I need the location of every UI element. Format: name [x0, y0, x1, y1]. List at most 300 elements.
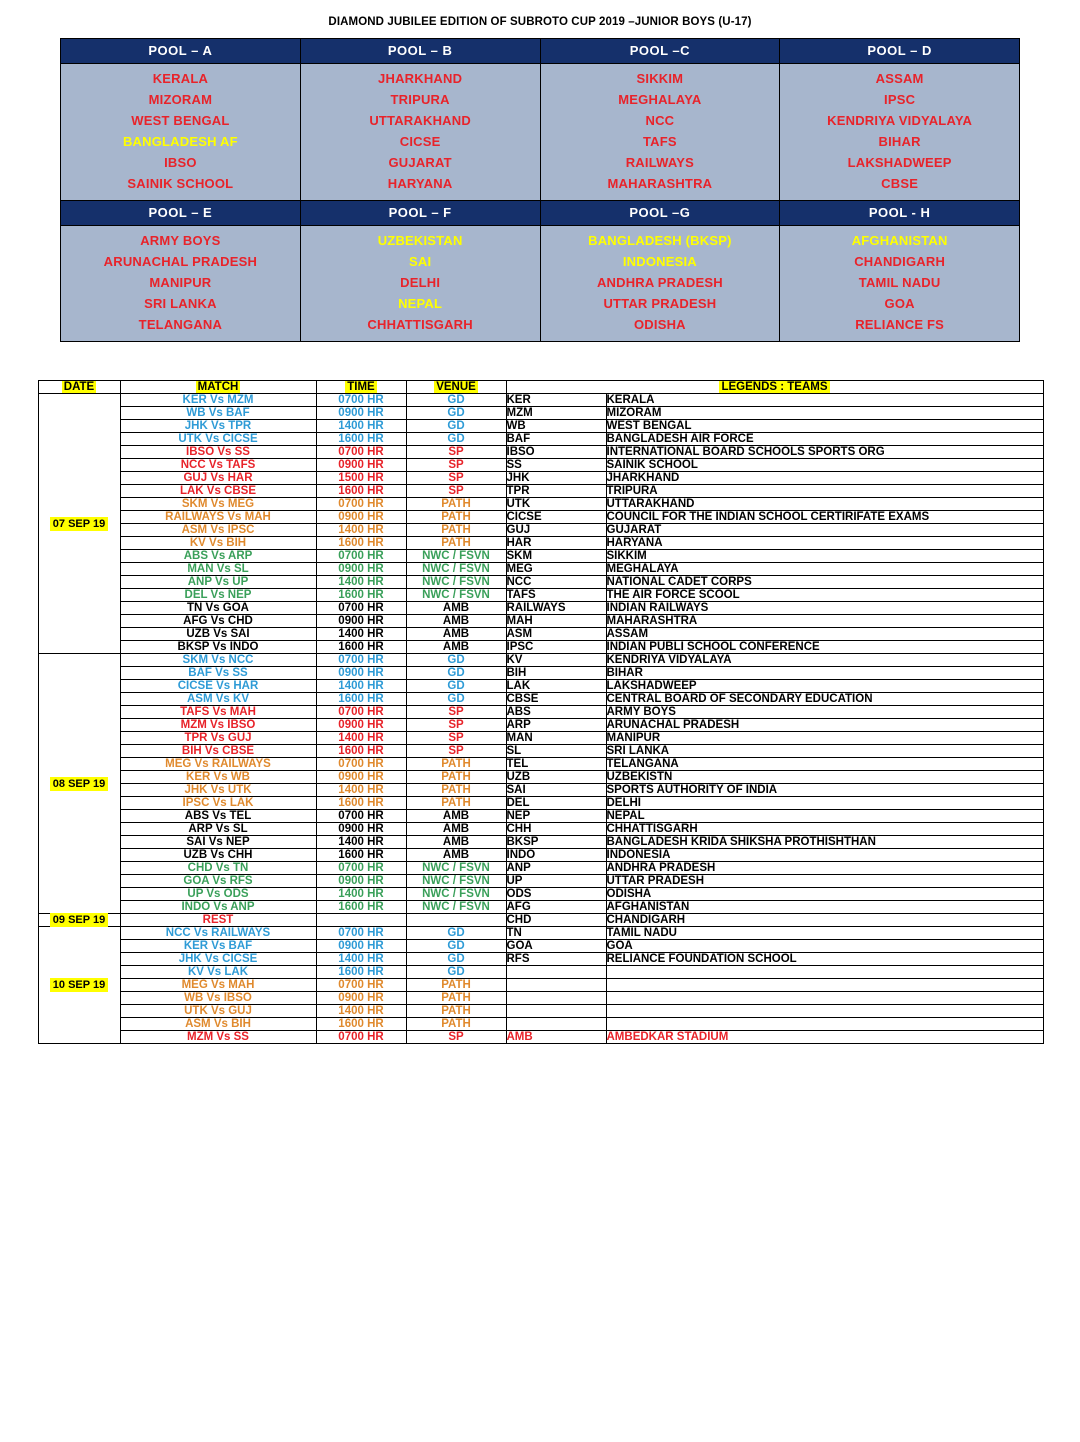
- venue-cell: NWC / FSVN: [406, 550, 506, 563]
- legend-name-cell: INDONESIA: [606, 849, 1043, 862]
- match-cell: SKM Vs MEG: [120, 498, 316, 511]
- legend-abbr-cell: [506, 1005, 606, 1018]
- legend-abbr-cell: SS: [506, 459, 606, 472]
- legend-abbr-cell: KER: [506, 394, 606, 407]
- table-row: [38, 667, 1043, 680]
- venue-cell: NWC / FSVN: [406, 875, 506, 888]
- table-row: [38, 602, 1043, 615]
- venue-cell: PATH: [406, 784, 506, 797]
- pool-header-cell: [300, 39, 540, 64]
- match-cell: MZM Vs IBSO: [120, 719, 316, 732]
- table-row: [38, 407, 1043, 420]
- date-cell: [38, 394, 120, 654]
- legend-name-cell: [606, 979, 1043, 992]
- legend-name-cell: CHHATTISGARH: [606, 823, 1043, 836]
- time-cell: 0700 HR: [316, 498, 406, 511]
- match-cell: RAILWAYS Vs MAH: [120, 511, 316, 524]
- legend-name-cell: BANGLADESH AIR FORCE: [606, 433, 1043, 446]
- legend-name-cell: AFGHANISTAN: [606, 901, 1043, 914]
- pool-title: POOL –G: [541, 201, 780, 225]
- venue-cell: AMB: [406, 602, 506, 615]
- legend-abbr-cell: UP: [506, 875, 606, 888]
- table-row: [38, 862, 1043, 875]
- time-cell: 1600 HR: [316, 589, 406, 602]
- time-cell: 1400 HR: [316, 888, 406, 901]
- table-row: [38, 420, 1043, 433]
- time-cell: 0700 HR: [316, 550, 406, 563]
- match-cell: MEG Vs MAH: [120, 979, 316, 992]
- time-cell: 0900 HR: [316, 719, 406, 732]
- table-row: [38, 914, 1043, 927]
- legend-abbr-cell: TAFS: [506, 589, 606, 602]
- match-cell: SKM Vs NCC: [120, 654, 316, 667]
- venue-cell: GD: [406, 966, 506, 979]
- legend-abbr-cell: CBSE: [506, 693, 606, 706]
- legend-abbr-cell: JHK: [506, 472, 606, 485]
- legend-abbr-cell: DEL: [506, 797, 606, 810]
- table-row: [38, 511, 1043, 524]
- pool-team: RAILWAYS: [625, 155, 695, 170]
- pool-header-cell: [61, 201, 301, 226]
- date-label: 07 SEP 19: [50, 517, 108, 531]
- table-row: [38, 446, 1043, 459]
- legend-abbr-cell: NCC: [506, 576, 606, 589]
- pool-team: IBSO: [164, 155, 197, 170]
- match-cell: WB Vs IBSO: [120, 992, 316, 1005]
- table-row: [38, 966, 1043, 979]
- legend-abbr-cell: [506, 1018, 606, 1031]
- venue-cell: SP: [406, 719, 506, 732]
- match-cell: TAFS Vs MAH: [120, 706, 316, 719]
- legend-name-cell: GOA: [606, 940, 1043, 953]
- header-venue: VENUE: [406, 381, 506, 394]
- venue-cell: PATH: [406, 537, 506, 550]
- date-label: 10 SEP 19: [50, 978, 108, 992]
- match-cell: ASM Vs IPSC: [120, 524, 316, 537]
- time-cell: 1400 HR: [316, 524, 406, 537]
- venue-cell: AMB: [406, 836, 506, 849]
- date-cell: [38, 914, 120, 927]
- pool-title: POOL – E: [61, 201, 300, 225]
- legend-abbr-cell: SKM: [506, 550, 606, 563]
- pool-team: AFGHANISTAN: [851, 233, 948, 248]
- legend-name-cell: RELIANCE FOUNDATION SCHOOL: [606, 953, 1043, 966]
- legend-abbr-cell: LAK: [506, 680, 606, 693]
- match-cell: LAK Vs CBSE: [120, 485, 316, 498]
- legend-name-cell: GUJARAT: [606, 524, 1043, 537]
- pool-team: IPSC: [884, 92, 916, 107]
- schedule-table: [38, 380, 1044, 1044]
- legend-abbr-cell: [506, 992, 606, 1005]
- pool-team: UZBEKISTAN: [377, 233, 463, 248]
- time-cell: 0700 HR: [316, 810, 406, 823]
- table-row: [38, 940, 1043, 953]
- time-cell: 1600 HR: [316, 1018, 406, 1031]
- table-row: [38, 758, 1043, 771]
- venue-cell: GD: [406, 953, 506, 966]
- table-row: [38, 485, 1043, 498]
- match-cell: IBSO Vs SS: [120, 446, 316, 459]
- legend-name-cell: SIKKIM: [606, 550, 1043, 563]
- pool-teams-cell: [540, 64, 780, 201]
- legend-abbr-cell: ANP: [506, 862, 606, 875]
- legend-name-cell: MEGHALAYA: [606, 563, 1043, 576]
- venue-cell: GD: [406, 927, 506, 940]
- table-row: [38, 641, 1043, 654]
- venue-cell: NWC / FSVN: [406, 862, 506, 875]
- table-row: [38, 784, 1043, 797]
- time-cell: 0700 HR: [316, 446, 406, 459]
- pool-teams-row: [61, 64, 1020, 201]
- venue-cell: NWC / FSVN: [406, 589, 506, 602]
- legend-abbr-cell: SL: [506, 745, 606, 758]
- venue-cell: PATH: [406, 511, 506, 524]
- venue-cell: PATH: [406, 797, 506, 810]
- venue-cell: PATH: [406, 771, 506, 784]
- time-cell: 0700 HR: [316, 654, 406, 667]
- match-cell: KER Vs BAF: [120, 940, 316, 953]
- legend-abbr-cell: GUJ: [506, 524, 606, 537]
- pool-team: LAKSHADWEEP: [847, 155, 952, 170]
- pool-teams-cell: [300, 226, 540, 342]
- legend-abbr-cell: TEL: [506, 758, 606, 771]
- legend-name-cell: CHANDIGARH: [606, 914, 1043, 927]
- table-row: [38, 953, 1043, 966]
- header-time: TIME: [316, 381, 406, 394]
- legend-abbr-cell: BKSP: [506, 836, 606, 849]
- legend-name-cell: TRIPURA: [606, 485, 1043, 498]
- legend-name-cell: THE AIR FORCE SCOOL: [606, 589, 1043, 602]
- match-cell: GUJ Vs HAR: [120, 472, 316, 485]
- legend-abbr-cell: [506, 966, 606, 979]
- match-cell: MAN Vs SL: [120, 563, 316, 576]
- match-cell: INDO Vs ANP: [120, 901, 316, 914]
- legend-name-cell: NATIONAL CADET CORPS: [606, 576, 1043, 589]
- table-row: [38, 823, 1043, 836]
- pool-header-cell: [780, 39, 1020, 64]
- pool-team: KENDRIYA VIDYALAYA: [827, 113, 973, 128]
- venue-cell: PATH: [406, 979, 506, 992]
- time-cell: 0900 HR: [316, 563, 406, 576]
- time-cell: 1400 HR: [316, 836, 406, 849]
- time-cell: [316, 914, 406, 927]
- venue-cell: GD: [406, 693, 506, 706]
- venue-cell: SP: [406, 732, 506, 745]
- pool-header-cell: [61, 39, 301, 64]
- legend-abbr-cell: HAR: [506, 537, 606, 550]
- time-cell: 0700 HR: [316, 758, 406, 771]
- table-row: [38, 1018, 1043, 1031]
- legend-abbr-cell: KV: [506, 654, 606, 667]
- match-cell: UP Vs ODS: [120, 888, 316, 901]
- legend-name-cell: MAHARASHTRA: [606, 615, 1043, 628]
- venue-cell: AMB: [406, 615, 506, 628]
- time-cell: 0700 HR: [316, 979, 406, 992]
- pool-team: BANGLADESH (BKSP): [588, 233, 732, 248]
- date-label: 09 SEP 19: [50, 913, 108, 927]
- pool-teams-cell: [540, 226, 780, 342]
- venue-cell: PATH: [406, 498, 506, 511]
- pool-team: BANGLADESH AF: [122, 134, 238, 149]
- pool-team: SIKKIM: [636, 71, 684, 86]
- legend-name-cell: SRI LANKA: [606, 745, 1043, 758]
- legend-abbr-cell: NEP: [506, 810, 606, 823]
- legend-abbr-cell: TN: [506, 927, 606, 940]
- pool-team: TAFS: [642, 134, 677, 149]
- match-cell: ARP Vs SL: [120, 823, 316, 836]
- legend-abbr-cell: UTK: [506, 498, 606, 511]
- legend-abbr-cell: SAI: [506, 784, 606, 797]
- venue-cell: PATH: [406, 758, 506, 771]
- legend-name-cell: INDIAN RAILWAYS: [606, 602, 1043, 615]
- time-cell: 1600 HR: [316, 797, 406, 810]
- match-cell: AFG Vs CHD: [120, 615, 316, 628]
- pool-team: TELANGANA: [138, 317, 223, 332]
- venue-cell: SP: [406, 485, 506, 498]
- venue-cell: PATH: [406, 1018, 506, 1031]
- pools-table: [60, 38, 1020, 342]
- venue-cell: SP: [406, 1031, 506, 1044]
- venue-cell: AMB: [406, 641, 506, 654]
- legend-name-cell: MIZORAM: [606, 407, 1043, 420]
- pool-team: CICSE: [399, 134, 441, 149]
- time-cell: 0700 HR: [316, 394, 406, 407]
- time-cell: 0900 HR: [316, 459, 406, 472]
- venue-cell: AMB: [406, 823, 506, 836]
- pool-team: SAI: [408, 254, 432, 269]
- table-row: [38, 615, 1043, 628]
- pool-team: UTTAR PRADESH: [603, 296, 717, 311]
- venue-cell: PATH: [406, 1005, 506, 1018]
- legend-name-cell: COUNCIL FOR THE INDIAN SCHOOL CERTIRIFATE EXAMS: [606, 511, 1043, 524]
- time-cell: 1600 HR: [316, 745, 406, 758]
- legend-name-cell: SPORTS AUTHORITY OF INDIA: [606, 784, 1043, 797]
- legend-abbr-cell: CHD: [506, 914, 606, 927]
- header-date: DATE: [38, 381, 120, 394]
- pool-teams-cell: [780, 64, 1020, 201]
- venue-cell: GD: [406, 394, 506, 407]
- match-cell: IPSC Vs LAK: [120, 797, 316, 810]
- legend-abbr-cell: BIH: [506, 667, 606, 680]
- legend-name-cell: INTERNATIONAL BOARD SCHOOLS SPORTS ORG: [606, 446, 1043, 459]
- match-cell: GOA Vs RFS: [120, 875, 316, 888]
- legend-name-cell: DELHI: [606, 797, 1043, 810]
- venue-cell: AMB: [406, 810, 506, 823]
- table-row: [38, 654, 1043, 667]
- pool-title: POOL – D: [780, 39, 1019, 63]
- legend-name-cell: WEST BENGAL: [606, 420, 1043, 433]
- legend-name-cell: CENTRAL BOARD OF SECONDARY EDUCATION: [606, 693, 1043, 706]
- pool-team: INDONESIA: [622, 254, 697, 269]
- legend-abbr-cell: AFG: [506, 901, 606, 914]
- table-row: [38, 706, 1043, 719]
- pool-title: POOL - H: [780, 201, 1019, 225]
- match-cell: JHK Vs UTK: [120, 784, 316, 797]
- legend-abbr-cell: ARP: [506, 719, 606, 732]
- legend-name-cell: UTTARAKHAND: [606, 498, 1043, 511]
- table-row: [38, 537, 1043, 550]
- legend-name-cell: MANIPUR: [606, 732, 1043, 745]
- legend-abbr-cell: ABS: [506, 706, 606, 719]
- time-cell: 0900 HR: [316, 615, 406, 628]
- table-row: [38, 628, 1043, 641]
- schedule-section: [38, 380, 1043, 1044]
- schedule-header-row: [38, 381, 1043, 394]
- time-cell: 0700 HR: [316, 1031, 406, 1044]
- match-cell: KV Vs BIH: [120, 537, 316, 550]
- time-cell: 1600 HR: [316, 485, 406, 498]
- legend-name-cell: NEPAL: [606, 810, 1043, 823]
- match-cell: CHD Vs TN: [120, 862, 316, 875]
- legend-name-cell: BANGLADESH KRIDA SHIKSHA PROTHISHTHAN: [606, 836, 1043, 849]
- legend-name-cell: [606, 966, 1043, 979]
- time-cell: 1400 HR: [316, 953, 406, 966]
- table-row: [38, 888, 1043, 901]
- table-row: [38, 979, 1043, 992]
- match-cell: ABS Vs ARP: [120, 550, 316, 563]
- venue-cell: GD: [406, 940, 506, 953]
- table-row: [38, 524, 1043, 537]
- time-cell: 0900 HR: [316, 823, 406, 836]
- pool-header-cell: [300, 201, 540, 226]
- pool-team: SRI LANKA: [144, 296, 217, 311]
- match-cell: MZM Vs SS: [120, 1031, 316, 1044]
- table-row: [38, 810, 1043, 823]
- venue-cell: SP: [406, 472, 506, 485]
- pool-team: ARUNACHAL PRADESH: [103, 254, 258, 269]
- time-cell: 1600 HR: [316, 849, 406, 862]
- pool-title: POOL – F: [301, 201, 540, 225]
- time-cell: 1400 HR: [316, 732, 406, 745]
- venue-cell: SP: [406, 446, 506, 459]
- table-row: [38, 719, 1043, 732]
- pool-team: KERALA: [152, 71, 209, 86]
- legend-name-cell: [606, 992, 1043, 1005]
- time-cell: 1600 HR: [316, 693, 406, 706]
- match-cell: WB Vs BAF: [120, 407, 316, 420]
- table-row: [38, 433, 1043, 446]
- match-cell: BKSP Vs INDO: [120, 641, 316, 654]
- legend-abbr-cell: IPSC: [506, 641, 606, 654]
- venue-cell: GD: [406, 420, 506, 433]
- legend-abbr-cell: TPR: [506, 485, 606, 498]
- table-row: [38, 576, 1043, 589]
- legend-abbr-cell: WB: [506, 420, 606, 433]
- pool-team: MEGHALAYA: [618, 92, 702, 107]
- pool-teams-cell: [780, 226, 1020, 342]
- time-cell: 0700 HR: [316, 927, 406, 940]
- pool-title: POOL – A: [61, 39, 300, 63]
- match-cell: BAF Vs SS: [120, 667, 316, 680]
- venue-cell: [406, 914, 506, 927]
- match-cell: KER Vs MZM: [120, 394, 316, 407]
- table-row: [38, 901, 1043, 914]
- venue-cell: SP: [406, 706, 506, 719]
- venue-cell: NWC / FSVN: [406, 563, 506, 576]
- match-cell: JHK Vs TPR: [120, 420, 316, 433]
- legend-abbr-cell: MEG: [506, 563, 606, 576]
- pool-team: WEST BENGAL: [131, 113, 230, 128]
- match-cell: UZB Vs CHH: [120, 849, 316, 862]
- venue-cell: PATH: [406, 524, 506, 537]
- time-cell: 1400 HR: [316, 1005, 406, 1018]
- table-row: [38, 394, 1043, 407]
- pool-team: CHANDIGARH: [854, 254, 946, 269]
- legend-name-cell: TAMIL NADU: [606, 927, 1043, 940]
- pool-teams-row: [61, 226, 1020, 342]
- table-row: [38, 680, 1043, 693]
- table-row: [38, 563, 1043, 576]
- legend-abbr-cell: CICSE: [506, 511, 606, 524]
- pool-header-cell: [540, 39, 780, 64]
- legend-name-cell: BIHAR: [606, 667, 1043, 680]
- pool-team: BIHAR: [878, 134, 921, 149]
- match-cell: UTK Vs GUJ: [120, 1005, 316, 1018]
- match-cell: UZB Vs SAI: [120, 628, 316, 641]
- table-row: [38, 771, 1043, 784]
- time-cell: 0700 HR: [316, 602, 406, 615]
- table-row: [38, 927, 1043, 940]
- legend-abbr-cell: IBSO: [506, 446, 606, 459]
- pool-header-cell: [780, 201, 1020, 226]
- venue-cell: AMB: [406, 849, 506, 862]
- table-row: [38, 849, 1043, 862]
- pool-teams-cell: [61, 64, 301, 201]
- time-cell: 1600 HR: [316, 966, 406, 979]
- legend-name-cell: JHARKHAND: [606, 472, 1043, 485]
- time-cell: 0900 HR: [316, 875, 406, 888]
- legend-abbr-cell: RAILWAYS: [506, 602, 606, 615]
- pool-team: ODISHA: [633, 317, 686, 332]
- pool-team: ANDHRA PRADESH: [596, 275, 723, 290]
- legend-abbr-cell: BAF: [506, 433, 606, 446]
- legend-abbr-cell: GOA: [506, 940, 606, 953]
- pool-title: POOL –C: [541, 39, 780, 63]
- match-cell: REST: [120, 914, 316, 927]
- legend-name-cell: TELANGANA: [606, 758, 1043, 771]
- pool-team: UTTARAKHAND: [369, 113, 471, 128]
- time-cell: 1500 HR: [316, 472, 406, 485]
- match-cell: JHK Vs CICSE: [120, 953, 316, 966]
- table-row: [38, 550, 1043, 563]
- venue-cell: NWC / FSVN: [406, 888, 506, 901]
- table-row: [38, 797, 1043, 810]
- pool-team: SAINIK SCHOOL: [127, 176, 234, 191]
- time-cell: 1400 HR: [316, 680, 406, 693]
- table-row: [38, 1005, 1043, 1018]
- table-row: [38, 732, 1043, 745]
- match-cell: TPR Vs GUJ: [120, 732, 316, 745]
- table-row: [38, 459, 1043, 472]
- time-cell: 1400 HR: [316, 784, 406, 797]
- time-cell: 0900 HR: [316, 407, 406, 420]
- venue-cell: PATH: [406, 992, 506, 1005]
- time-cell: 1600 HR: [316, 901, 406, 914]
- pool-team: CBSE: [881, 176, 919, 191]
- header-legends: LEGENDS : TEAMS: [506, 381, 1043, 394]
- venue-cell: GD: [406, 407, 506, 420]
- match-cell: NCC Vs RAILWAYS: [120, 927, 316, 940]
- pool-team: NEPAL: [398, 296, 443, 311]
- legend-abbr-cell: MAN: [506, 732, 606, 745]
- legend-name-cell: ARMY BOYS: [606, 706, 1043, 719]
- legend-abbr-cell: MAH: [506, 615, 606, 628]
- match-cell: ASM Vs BIH: [120, 1018, 316, 1031]
- pool-team: GOA: [884, 296, 915, 311]
- legend-name-cell: UZBEKISTN: [606, 771, 1043, 784]
- time-cell: 1600 HR: [316, 641, 406, 654]
- legend-name-cell: KENDRIYA VIDYALAYA: [606, 654, 1043, 667]
